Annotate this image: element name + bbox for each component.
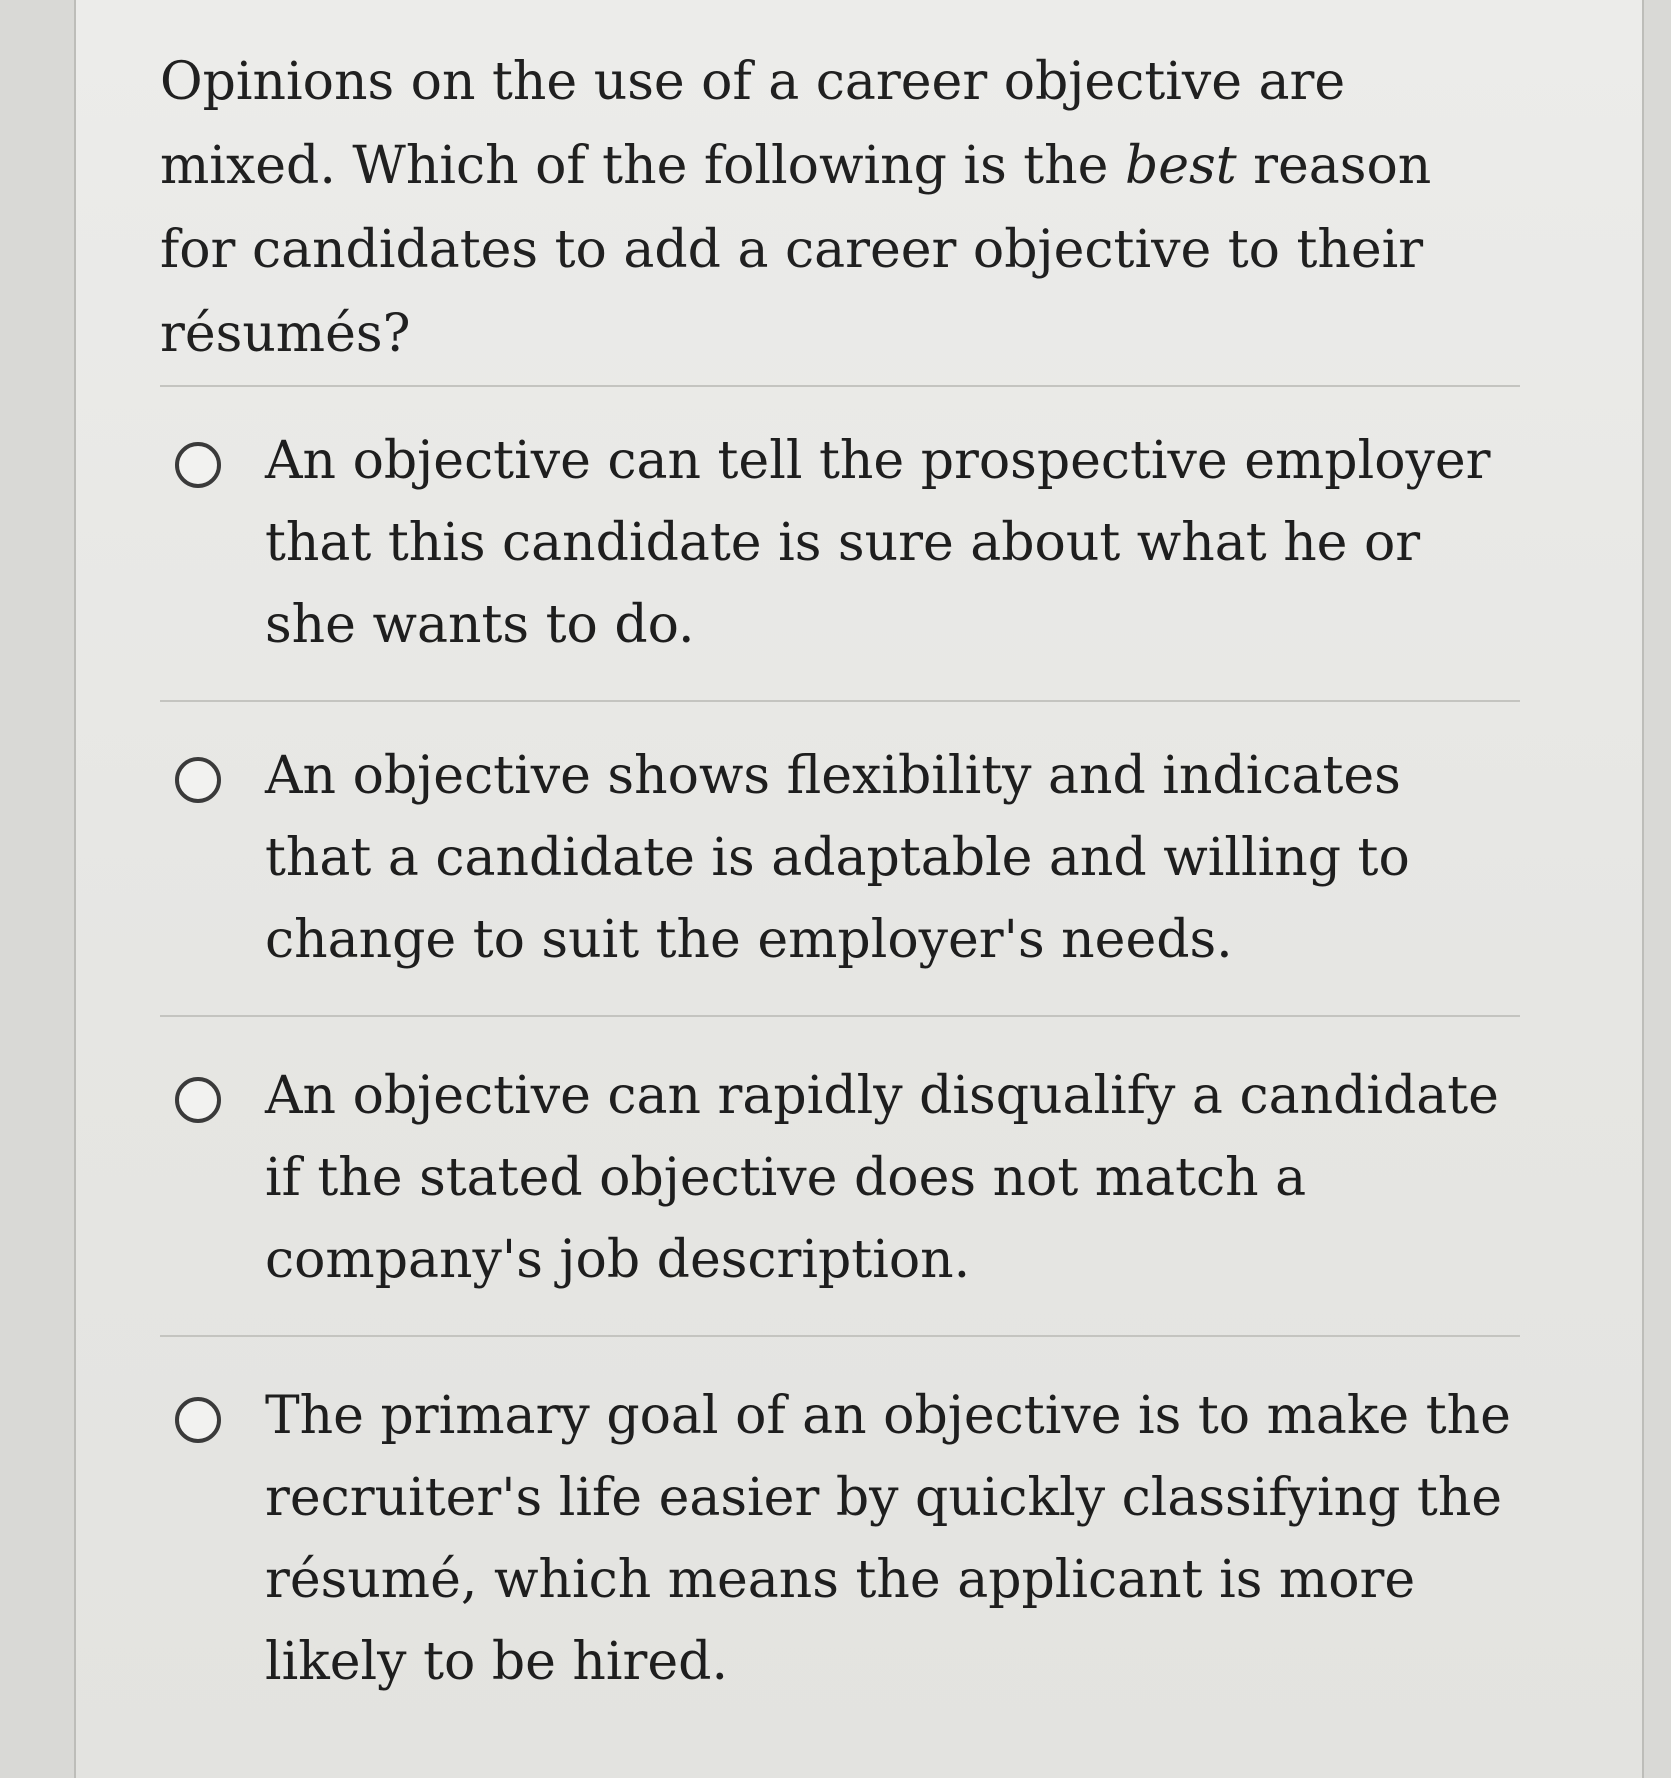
answer-option-2[interactable] — [175, 735, 1535, 995]
radio-button-icon[interactable] — [175, 442, 221, 488]
radio-button-icon[interactable] — [175, 757, 221, 803]
answer-option-4[interactable] — [175, 1375, 1535, 1715]
divider — [160, 385, 1520, 387]
answer-option-label: The primary goal of an objective is to make the recruiter's life easier by quickly classifying the résumé, which means the applicant is more likely to be hired. — [265, 1386, 1511, 1692]
divider — [160, 700, 1520, 702]
answer-option-label: An objective can tell the prospective employer that this candidate is sure about what he or she wants to do. — [265, 431, 1491, 655]
divider — [160, 1335, 1520, 1337]
question-text — [160, 40, 1520, 376]
answer-option-3[interactable] — [175, 1055, 1535, 1315]
divider — [160, 1015, 1520, 1017]
question-text-start: Opinions on the use of a career objective are mixed. Which of the following is the — [160, 52, 1346, 196]
question-text-end: reason for candidates to add a career objective to their résumés? — [160, 136, 1432, 364]
answer-option-label: An objective shows flexibility and indicates that a candidate is adaptable and willing to change to suit the employer's needs. — [265, 746, 1410, 970]
radio-button-icon[interactable] — [175, 1397, 221, 1443]
answer-option-label: An objective can rapidly disqualify a candidate if the stated objective does not match a company's job description. — [265, 1066, 1499, 1290]
answer-option-1[interactable] — [175, 420, 1535, 680]
question-emphasis: best — [1124, 136, 1237, 196]
radio-button-icon[interactable] — [175, 1077, 221, 1123]
